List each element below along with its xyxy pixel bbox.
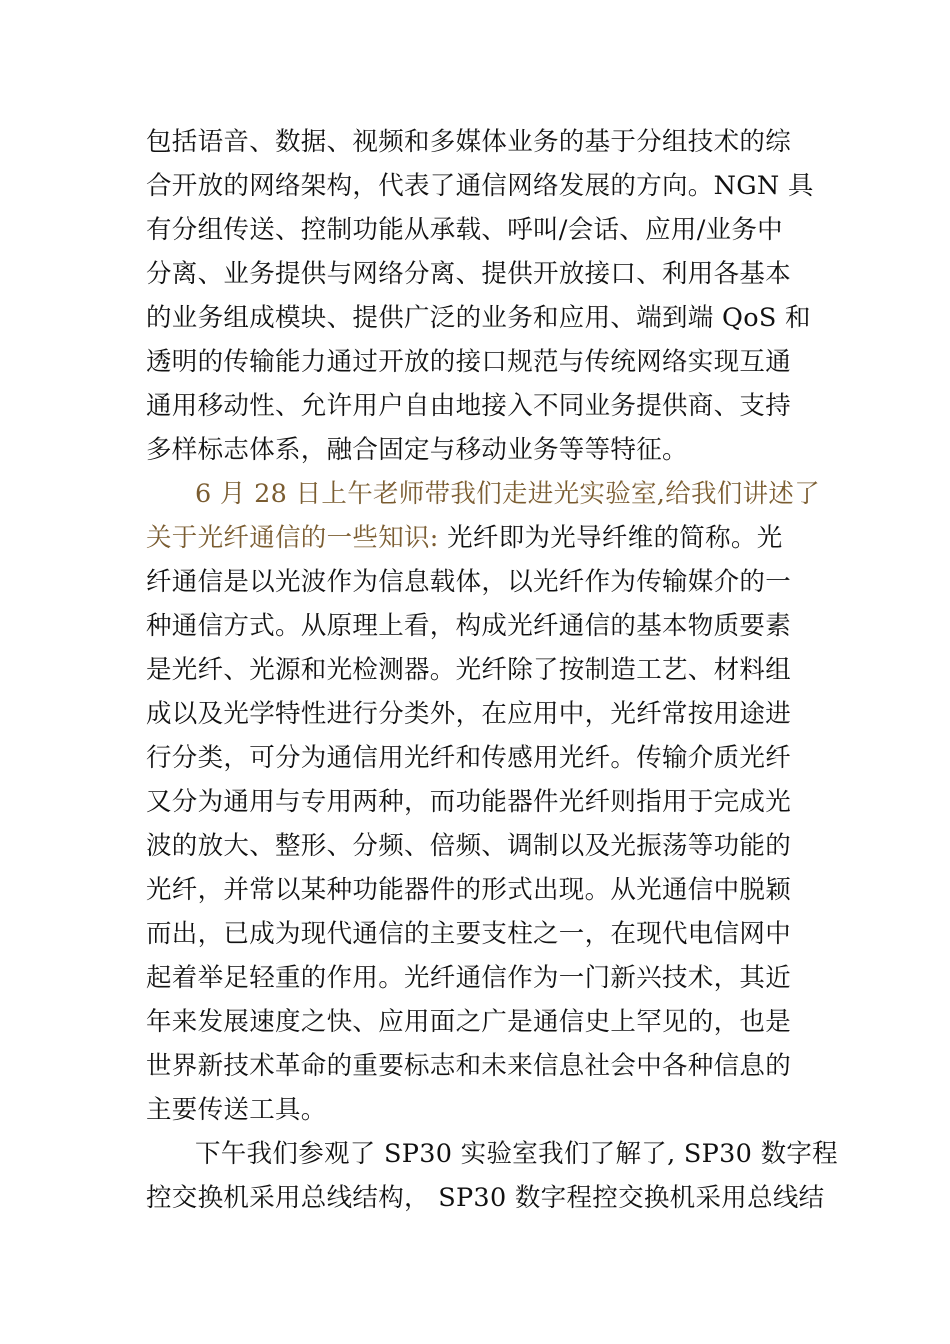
text-line: 行分类，可分为通信用光纤和传感用光纤。传输介质光纤: [146, 743, 792, 773]
text-line: 起着举足轻重的作用。光纤通信作为一门新兴技术，其近: [146, 963, 792, 993]
text-line: 多样标志体系，融合固定与移动业务等等特征。: [146, 435, 688, 465]
text-segment: 光纤即为光导纤维的简称。光: [438, 523, 783, 553]
text-line: 世界新技术革命的重要标志和未来信息社会中各种信息的: [146, 1051, 792, 1081]
text-line: 下午我们参观了 SP30 实验室我们了解了, SP30 数字程: [195, 1139, 838, 1169]
text-line: 是光纤、光源和光检测器。光纤除了按制造工艺、材料组: [146, 655, 792, 685]
text-line: 6 月 28 日上午老师带我们走进光实验室,给我们讲述了: [195, 479, 820, 509]
text-line: 通用移动性、允许用户自由地接入不同业务提供商、支持: [146, 391, 792, 421]
highlighted-text: 关于光纤通信的一些知识:: [146, 523, 439, 553]
text-line: 成以及光学特性进行分类外，在应用中，光纤常按用途进: [146, 699, 792, 729]
text-line: 包括语音、数据、视频和多媒体业务的基于分组技术的综: [146, 127, 792, 157]
text-line: [146, 516, 811, 560]
text-line: 种通信方式。从原理上看，构成光纤通信的基本物质要素: [146, 611, 792, 641]
text-line: 透明的传输能力通过开放的接口规范与传统网络实现互通: [146, 347, 792, 377]
text-line: 有分组传送、控制功能从承载、呼叫/会话、应用/业务中: [146, 215, 783, 245]
text-line: 年来发展速度之快、应用面之广是通信史上罕见的，也是: [146, 1007, 792, 1037]
text-line: 分离、业务提供与网络分离、提供开放接口、利用各基本: [146, 259, 792, 289]
paragraph-optical-fiber: [146, 472, 820, 1132]
document-body: [146, 120, 838, 1220]
text-line: 合开放的网络架构，代表了通信网络发展的方向。NGN 具: [146, 171, 814, 201]
text-line: 光纤，并常以某种功能器件的形式出现。从光通信中脱颖: [146, 875, 792, 905]
text-line: 纤通信是以光波作为信息载体，以光纤作为传输媒介的一: [146, 567, 792, 597]
text-line: 而出，已成为现代通信的主要支柱之一，在现代电信网中: [146, 919, 792, 949]
text-line: 的业务组成模块、提供广泛的业务和应用、端到端 QoS 和: [146, 303, 811, 333]
text-line: 控交换机采用总线结构， SP30 数字程控交换机采用总线结: [146, 1183, 825, 1213]
paragraph-sp30-lab: [146, 1132, 838, 1220]
text-line: 主要传送工具。: [146, 1095, 327, 1125]
paragraph-ngn: [146, 120, 814, 472]
text-line: 又分为通用与专用两种，而功能器件光纤则指用于完成光: [146, 787, 792, 817]
text-line: 波的放大、整形、分频、倍频、调制以及光振荡等功能的: [146, 831, 792, 861]
